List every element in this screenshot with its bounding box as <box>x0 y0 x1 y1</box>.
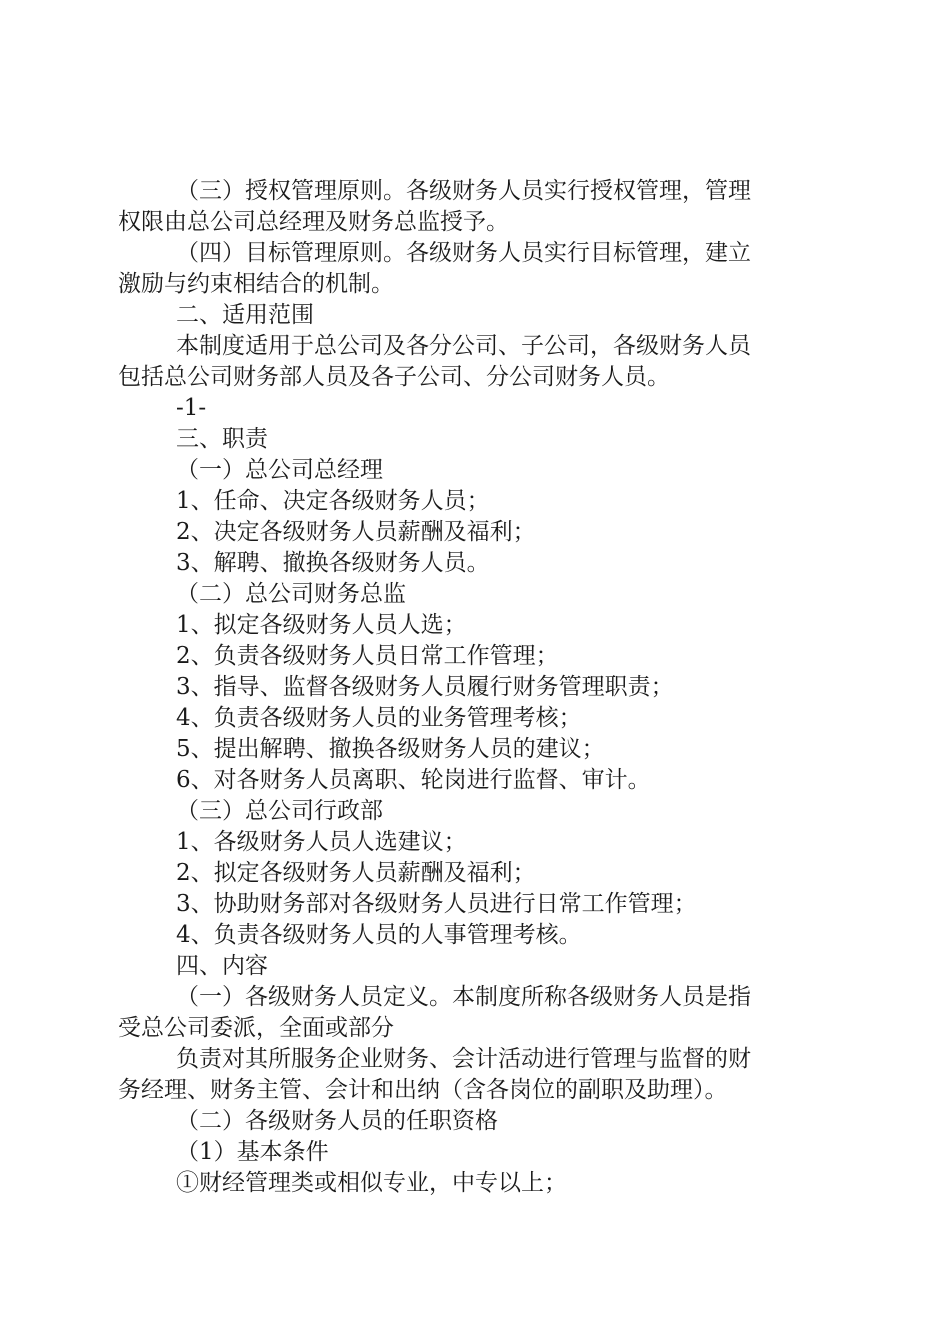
paragraph-line: 权限由总公司总经理及财务总监授予。 <box>118 209 509 235</box>
subsection-heading: （1）基本条件 <box>176 1139 329 1165</box>
paragraph-line: 负责对其所服务企业财务、会计活动进行管理与监督的财 <box>176 1046 751 1072</box>
paragraph-line: 本制度适用于总公司及各分公司、子公司，各级财务人员 <box>176 333 751 359</box>
paragraph-line: （四）目标管理原则。各级财务人员实行目标管理，建立 <box>176 240 751 266</box>
list-item: 6、对各财务人员离职、轮岗进行监督、审计。 <box>176 767 651 793</box>
paragraph-line: （三）授权管理原则。各级财务人员实行授权管理，管理 <box>176 178 751 204</box>
list-item: 2、决定各级财务人员薪酬及福利； <box>176 519 536 545</box>
subsection-heading: （三）总公司行政部 <box>176 798 383 824</box>
list-item: 4、负责各级财务人员的业务管理考核； <box>176 705 582 731</box>
section-heading: 二、适用范围 <box>176 302 314 328</box>
section-heading: 三、职责 <box>176 426 268 452</box>
list-item: 2、拟定各级财务人员薪酬及福利； <box>176 860 536 886</box>
list-item: 3、指导、监督各级财务人员履行财务管理职责； <box>176 674 674 700</box>
paragraph-line: 激励与约束相结合的机制。 <box>118 271 394 297</box>
subsection-heading: （二）总公司财务总监 <box>176 581 406 607</box>
subsection-heading: （一）总公司总经理 <box>176 457 383 483</box>
paragraph-line: （一）各级财务人员定义。本制度所称各级财务人员是指 <box>176 984 751 1010</box>
list-item: 1、任命、决定各级财务人员； <box>176 488 490 514</box>
list-item: 1、各级财务人员人选建议； <box>176 829 467 855</box>
paragraph-line: 包括总公司财务部人员及各子公司、分公司财务人员。 <box>118 364 670 390</box>
list-item: 1、拟定各级财务人员人选； <box>176 612 467 638</box>
section-heading: 四、内容 <box>176 953 268 979</box>
subsection-heading: （二）各级财务人员的任职资格 <box>176 1108 498 1134</box>
list-item: 3、协助财务部对各级财务人员进行日常工作管理； <box>176 891 697 917</box>
page-number: -1- <box>176 395 207 421</box>
paragraph-line: 受总公司委派，全面或部分 <box>118 1015 394 1041</box>
list-item: ①财经管理类或相似专业，中专以上； <box>176 1170 567 1196</box>
list-item: 5、提出解聘、撤换各级财务人员的建议； <box>176 736 605 762</box>
list-item: 4、负责各级财务人员的人事管理考核。 <box>176 922 582 948</box>
list-item: 2、负责各级财务人员日常工作管理； <box>176 643 559 669</box>
paragraph-line: 务经理、财务主管、会计和出纳（含各岗位的副职及助理）。 <box>118 1077 728 1103</box>
list-item: 3、解聘、撤换各级财务人员。 <box>176 550 490 576</box>
